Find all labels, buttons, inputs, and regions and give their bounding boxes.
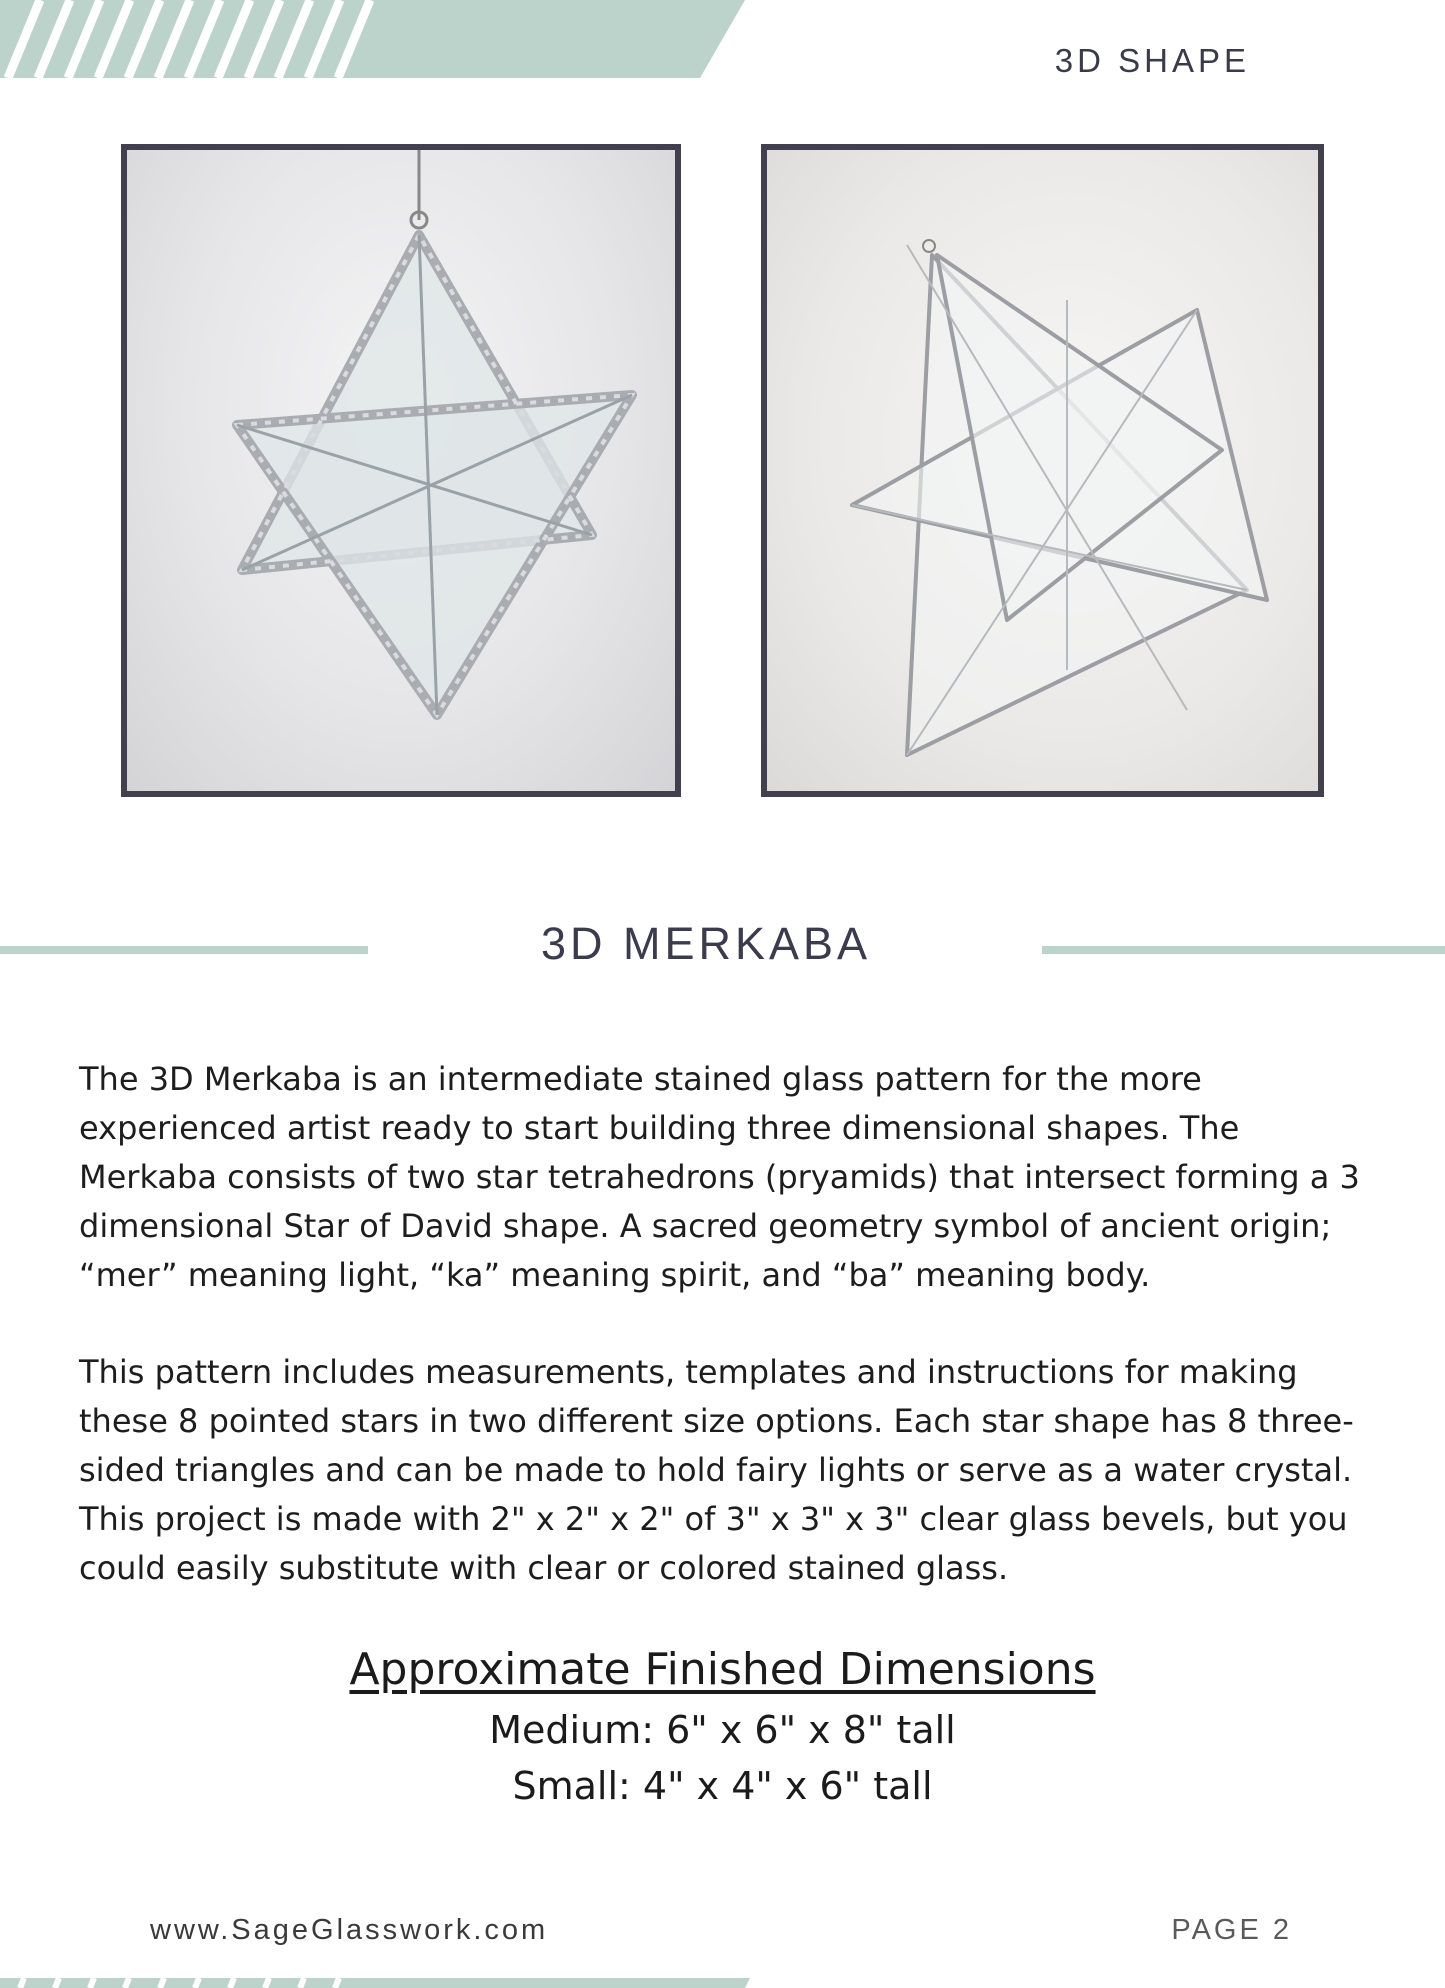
header-stripe-band: [0, 0, 760, 78]
section-label: 3D SHAPE: [1054, 42, 1250, 79]
dimensions-medium: Medium: 6" x 6" x 8" tall: [489, 1708, 956, 1752]
description-paragraph-2: This pattern includes measurements, templates and instructions for making these 8 pointed stars in two different size options. Each star shape has 8 three-sided triangles and can be made to hold fairy lights or serve as a water crystal. This project is made with 2" x 2" x 2" of 3" x 3" x 3" clear glass bevels, but you could easily substitute with clear or colored stained glass.: [79, 1353, 1354, 1587]
merkaba-photo-bevels: [761, 144, 1324, 797]
title-rule-left: [0, 946, 368, 954]
footer-website-link[interactable]: www.SageGlasswork.com: [150, 1914, 549, 1946]
description-paragraph-1: The 3D Merkaba is an intermediate stained glass pattern for the more experienced artist ready to start building three dimensional shapes. The Merkaba consists of two star tetrahedrons (pryamids) that intersect forming a 3 dimensional Star of David shape. A sacred geometry symbol of ancient origin; “mer” meaning light, “ka” meaning spirit, and “ba” meaning body.: [79, 1060, 1360, 1294]
page-title: 3D MERKABA: [540, 918, 872, 969]
footer-stripe-band: [0, 1978, 760, 1988]
dimensions-small: Small: 4" x 4" x 6" tall: [512, 1764, 933, 1808]
page-number: PAGE 2: [1171, 1914, 1292, 1946]
title-rule-right: [1042, 946, 1445, 954]
dimensions-heading: Approximate Finished Dimensions: [349, 1644, 1096, 1695]
merkaba-photo-soldered: [121, 144, 681, 797]
